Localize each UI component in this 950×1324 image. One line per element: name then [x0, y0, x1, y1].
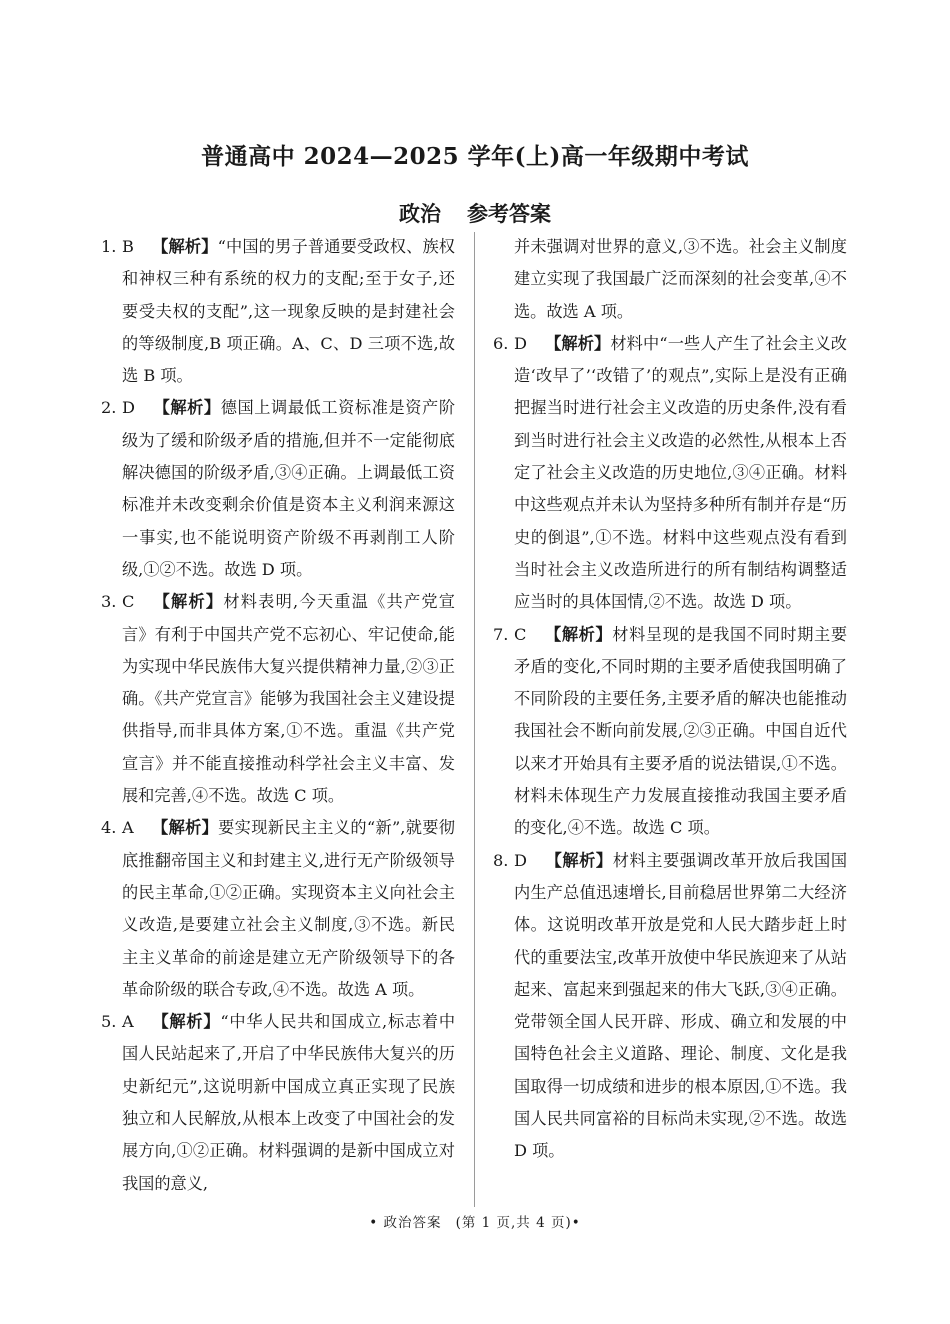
- analysis-tag: 【解析】: [152, 398, 221, 418]
- question-number: 8.: [493, 850, 509, 870]
- answer-letter: A: [122, 818, 134, 838]
- answer-item-7: [493, 619, 847, 845]
- analysis-text: 德国上调最低工资标准是资产阶级为了缓和阶级矛盾的措施,但并不一定能彻底解决德国的阶级矛盾,③④正确。上调最低工资标准并未改变剩余价值是资本主义利润来源这一事实,也不能说明资产阶级不再剥削工人阶级,①②不选。故选 D 项。: [122, 398, 456, 579]
- answer-item-4: [101, 812, 455, 1006]
- analysis-text: 材料中“一些人产生了社会主义改造‘改早了’‘改错了’的观点”,实际上是没有正确把握当时进行社会主义改造的历史条件,没有看到当时进行社会主义改造的必然性,从根本上否定了社会主义改造的历史地位,③④正确。材料中这些观点并未认为坚持多种所有制并存是“历史的倒退”,①不选。材料中这些观点没有看到当时社会主义改造所进行的所有制结构调整适应当时的具体国情,②不选。故选 D 项。: [514, 333, 847, 612]
- answer-item-5-continuation: 并未强调对世界的意义,③不选。社会主义制度建立实现了我国最广泛而深刻的社会变革,④不选。故选 A 项。: [514, 237, 847, 321]
- answer-item-2: [101, 392, 455, 586]
- analysis-tag: 【解析】: [544, 624, 613, 644]
- analysis-tag: 【解析】: [544, 850, 613, 870]
- analysis-text: 材料表明,今天重温《共产党宣言》有利于中国共产党不忘初心、牢记使命,能为实现中华民族伟大复兴提供精神力量,②③正确。《共产党宣言》能够为我国社会主义建设提供指导,而非具体方案,①不选。重温《共产党宣言》并不能直接推动科学社会主义丰富、发展和完善,④不选。故选 C 项。: [122, 592, 455, 806]
- answer-letter: C: [122, 592, 135, 612]
- analysis-tag: 【解析】: [152, 592, 224, 612]
- answer-item-5: [101, 1006, 455, 1200]
- column-divider: [474, 232, 475, 1207]
- answer-item-3: [101, 586, 455, 812]
- answer-letter: D: [514, 850, 527, 870]
- analysis-tag: 【解析】: [544, 333, 611, 353]
- answer-letter: D: [122, 398, 135, 418]
- analysis-text: 要实现新民主主义的“新”,就要彻底推翻帝国主义和封建主义,进行无产阶级领导的民主革命,①②正确。实现资本主义向社会主义改造,是要建立社会主义制度,③不选。新民主主义革命的前途是建立无产阶级领导下的各革命阶级的联合专政,④不选。故选 A 项。: [122, 818, 455, 999]
- analysis-tag: 【解析】: [151, 237, 218, 256]
- subject-label: 政治: [399, 201, 441, 226]
- question-number: 4.: [101, 818, 117, 838]
- page-footer: [0, 1211, 950, 1231]
- answer-letter: A: [122, 1012, 134, 1032]
- question-number: 3.: [101, 592, 117, 612]
- footer-label: • 政治答案: [369, 1215, 442, 1231]
- page-indicator: (第 1 页,共 4 页)•: [455, 1215, 581, 1231]
- answer-letter: C: [514, 624, 527, 644]
- analysis-text: “中华人民共和国成立,标志着中国人民站起来了,开启了中华民族伟大复兴的历史新纪元”,这说明新中国成立真正实现了民族独立和人民解放,从根本上改变了中国社会的发展方向,①②正确。材料强调的是新中国成立对我国的意义,: [122, 1012, 456, 1193]
- answer-item-1: [101, 231, 455, 392]
- right-column: [493, 231, 847, 1168]
- document-subtitle: [0, 198, 950, 228]
- answer-letter: D: [514, 333, 527, 353]
- analysis-text: 材料主要强调改革开放后我国国内生产总值迅速增长,目前稳居世界第二大经济体。这说明改革开放是党和人民大踏步赶上时代的重要法宝,改革开放使中华民族迎来了从站起来、富起来到强起来的伟大飞跃,③④正确。党带领全国人民开辟、形成、确立和发展的中国特色社会主义道路、理论、制度、文化是我国取得一切成绩和进步的根本原因,①不选。我国人民共同富裕的目标尚未实现,②不选。故选 D 项。: [514, 850, 848, 1161]
- answer-item-6: [493, 328, 847, 619]
- left-column: [101, 231, 455, 1200]
- answer-letter: B: [122, 237, 134, 256]
- question-number: 6.: [493, 333, 509, 353]
- document-title: 普通高中 2024—2025 学年(上)高一年级期中考试: [201, 143, 749, 170]
- question-number: 1.: [101, 237, 117, 256]
- analysis-tag: 【解析】: [151, 818, 219, 838]
- question-number: 7.: [493, 624, 509, 644]
- analysis-tag: 【解析】: [151, 1012, 221, 1032]
- analysis-text: 材料呈现的是我国不同时期主要矛盾的变化,不同时期的主要矛盾使我国明确了不同阶段的主要任务,主要矛盾的解决也能推动我国社会不断向前发展,②③正确。中国自近代以来才开始具有主要矛盾的说法错误,①不选。材料未体现生产力发展直接推动我国主要矛盾的变化,④不选。故选 C 项。: [514, 624, 848, 838]
- answer-key-label: 参考答案: [467, 201, 551, 226]
- answer-item-8: [493, 845, 847, 1168]
- question-number: 2.: [101, 398, 117, 418]
- analysis-text: “中国的男子普通要受政权、族权和神权三种有系统的权力的支配;至于女子,还要受夫权的支配”,这一现象反映的是封建社会的等级制度,B 项正确。A、C、D 三项不选,故选 B 项。: [122, 237, 455, 386]
- question-number: 5.: [101, 1012, 117, 1032]
